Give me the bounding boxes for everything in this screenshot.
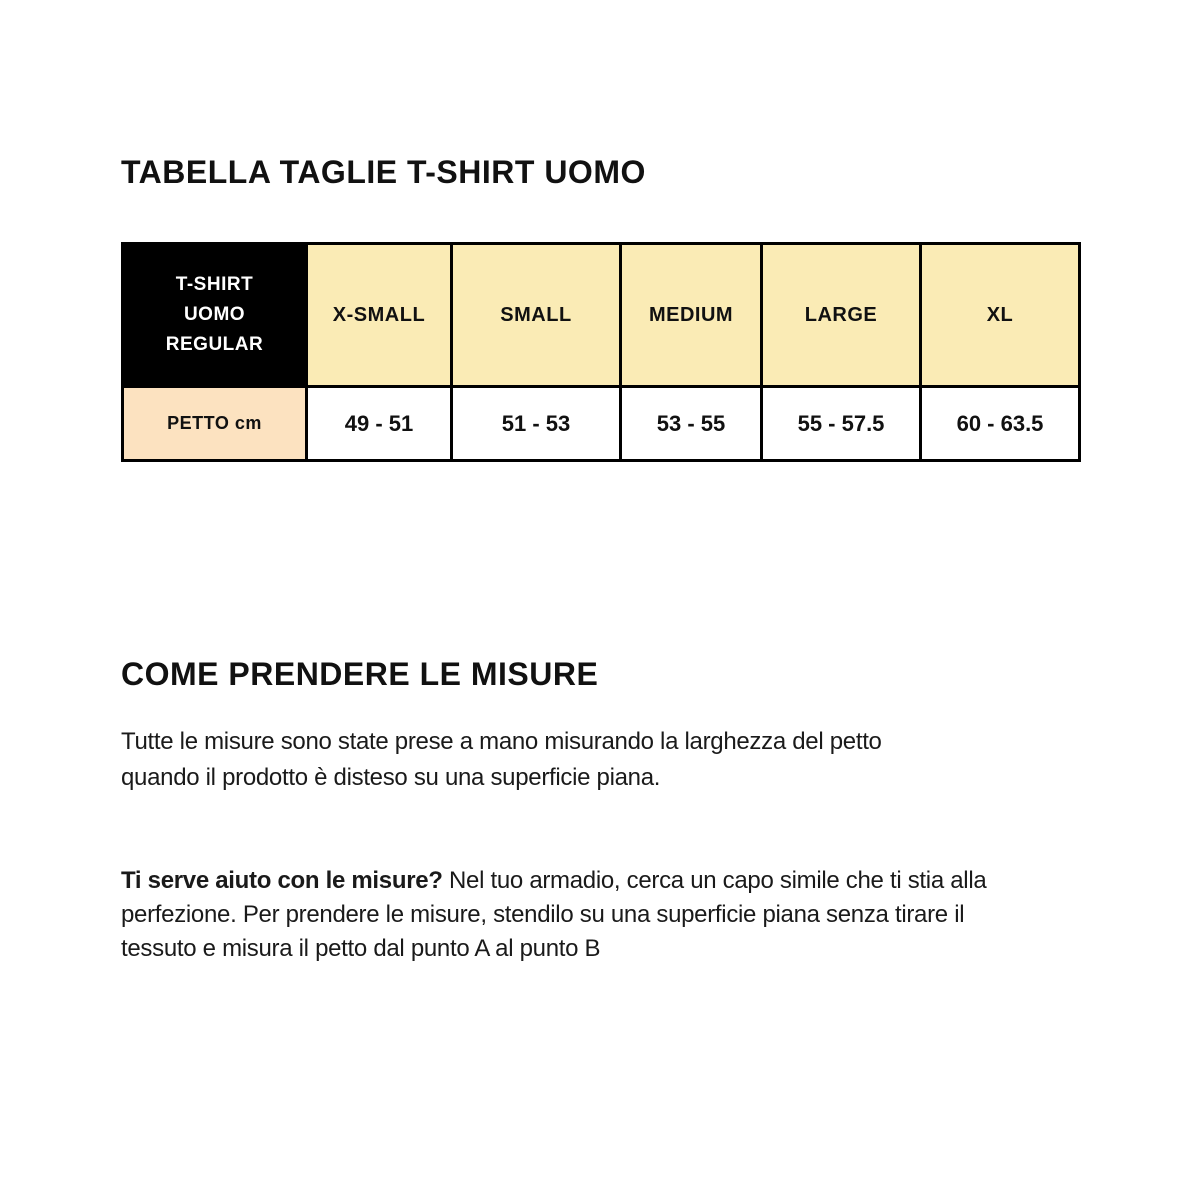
- help-line-2: perfezione. Per prendere le misure, stendilo su una superficie piana senza tirare il: [121, 901, 965, 928]
- chest-measure-row: [123, 387, 1080, 461]
- size-table: [121, 242, 1081, 462]
- size-column-header-small: SMALL: [452, 244, 621, 387]
- help-paragraph: [121, 864, 1080, 966]
- intro-line-1: Tutte le misure sono state prese a mano misurando la larghezza del petto: [121, 728, 882, 755]
- help-lead-bold: Ti serve aiuto con le misure?: [121, 867, 443, 894]
- corner-line-3: REGULAR: [165, 334, 264, 355]
- chest-value-medium: 53 - 55: [621, 387, 762, 461]
- help-line-1-rest: Nel tuo armadio, cerca un capo simile che ti stia alla: [442, 867, 987, 894]
- chest-value-small: 51 - 53: [452, 387, 621, 461]
- size-column-header-large: LARGE: [762, 244, 921, 387]
- size-column-header-medium: MEDIUM: [621, 244, 762, 387]
- chest-value-xl: 60 - 63.5: [921, 387, 1080, 461]
- size-column-header-xsmall: X-SMALL: [307, 244, 452, 387]
- intro-paragraph: [121, 724, 1080, 796]
- chest-value-xsmall: 49 - 51: [307, 387, 452, 461]
- section-heading: COME PRENDERE LE MISURE: [121, 656, 599, 692]
- help-line-3: tessuto e misura il petto dal punto A al punto B: [121, 935, 601, 962]
- corner-header-cell: [123, 244, 307, 387]
- chest-row-label: PETTO cm: [123, 387, 307, 461]
- corner-line-2: UOMO: [183, 304, 246, 325]
- size-column-header-xl: XL: [921, 244, 1080, 387]
- size-table-header-row: [123, 244, 1080, 387]
- page-title: TABELLA TAGLIE T-SHIRT UOMO: [121, 154, 646, 190]
- chest-value-large: 55 - 57.5: [762, 387, 921, 461]
- intro-line-2: quando il prodotto è disteso su una superficie piana.: [121, 764, 661, 791]
- corner-line-1: T-SHIRT: [175, 274, 254, 295]
